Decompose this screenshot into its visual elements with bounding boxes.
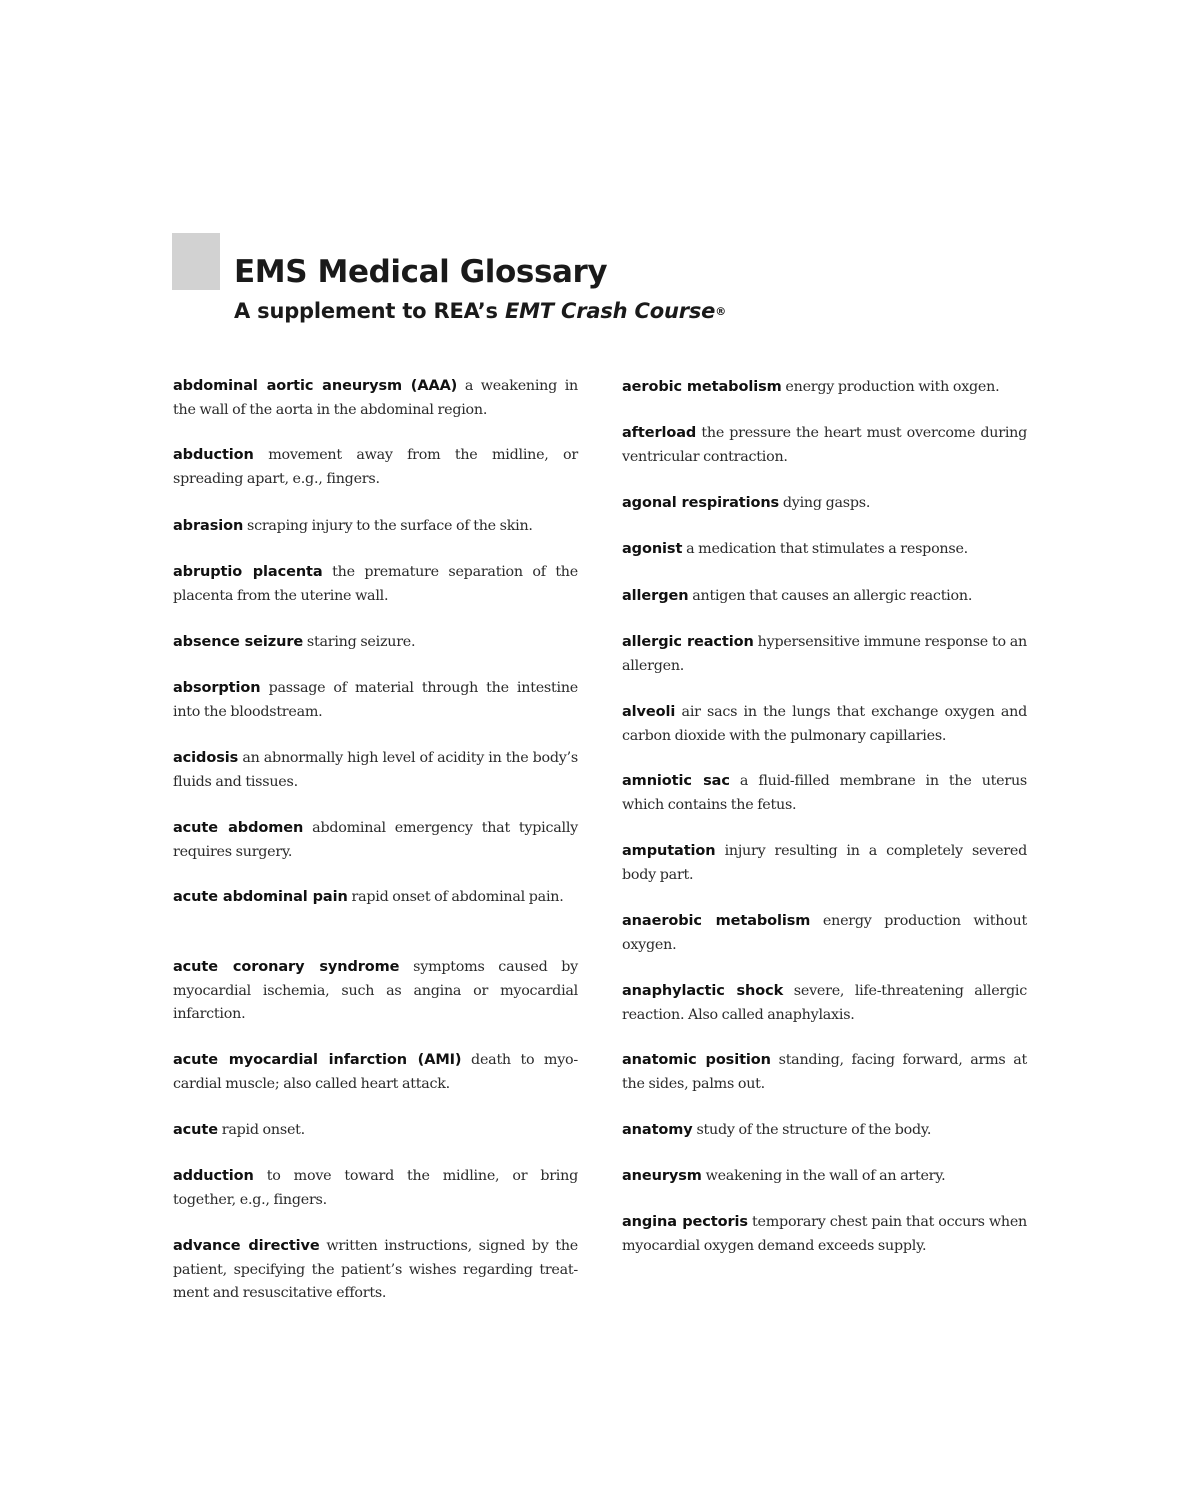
glossary-term: allergic reaction [622,634,754,650]
glossary-term: agonal respirations [622,495,780,511]
glossary-definition: rapid onset. [217,1122,305,1138]
glossary-term: agonist [622,541,683,557]
glossary-definition: a medication that stimulates a response. [682,541,968,557]
glossary-definition: staring seizure. [303,634,416,650]
glossary-definition: a fluid-filled membrane in the uterus which contains the fetus. [622,773,1027,813]
glossary-definition: to move toward the midline, or bring together, e.g., fingers. [173,1168,578,1208]
glossary-entry [173,747,578,794]
glossary-definition: movement away from the midline, or spreading apart, e.g., fingers. [173,447,578,487]
glossary-definition: written instructions, signed by the patient, specifying the patient’s wishes regarding treat-ment and resuscitative efforts. [173,1238,578,1301]
glossary-term: anaerobic metabolism [622,913,811,929]
glossary-entry [173,375,578,422]
glossary-entry [622,631,1027,678]
glossary-entry [622,1119,1027,1143]
glossary-definition: hypersensitive immune response to an allergen. [622,634,1027,674]
header-accent-block [172,233,220,290]
glossary-entry [173,631,578,655]
glossary-entry [622,840,1027,887]
glossary-definition: energy production without oxygen. [622,913,1027,953]
glossary-entry [622,1049,1027,1096]
glossary-term: angina pectoris [622,1214,748,1230]
glossary-definition: a weakening in the wall of the aorta in the abdominal region. [173,378,578,418]
glossary-term: acute coronary syndrome [173,959,400,975]
page-title: EMS Medical Glossary [234,254,608,290]
glossary-entry [622,538,1027,562]
glossary-term: abduction [173,447,254,463]
glossary-entry [173,444,578,491]
glossary-term: acute [173,1122,218,1138]
glossary-term: aneurysm [622,1168,702,1184]
glossary-definition: injury resulting in a completely severed body part. [622,843,1027,883]
glossary-definition: symptoms caused by myocardial ischemia, such as angina or myocardial infarction. [173,959,578,1022]
glossary-term: abrasion [173,518,244,534]
glossary-definition: weakening in the wall of an artery. [701,1168,946,1184]
glossary-entry [622,1165,1027,1189]
glossary-term: anatomy [622,1122,693,1138]
glossary-term: acute myocardial infarction (AMI) [173,1052,462,1068]
glossary-term: allergen [622,588,689,604]
glossary-term: acute abdomen [173,820,304,836]
glossary-term: absorption [173,680,261,696]
glossary-entry [173,1119,578,1143]
glossary-term: afterload [622,425,697,441]
glossary-definition: air sacs in the lungs that exchange oxygen and carbon dioxide with the pulmonary capillaries. [622,704,1027,744]
glossary-definition: study of the structure of the body. [692,1122,932,1138]
glossary-term: absence seizure [173,634,304,650]
glossary-term: anatomic position [622,1052,771,1068]
glossary-definition: rapid onset of abdominal pain. [347,889,564,905]
glossary-entry [173,886,578,910]
glossary-definition: death to myo-cardial muscle; also called heart attack. [173,1052,578,1092]
glossary-term: adduction [173,1168,254,1184]
subtitle-book-title: EMT Crash Course [504,299,716,323]
glossary-term: acidosis [173,750,239,766]
glossary-definition: scraping injury to the surface of the skin. [243,518,533,534]
registered-mark: ® [715,305,727,318]
glossary-entry [622,1211,1027,1258]
glossary-definition: the premature separation of the placenta from the uterine wall. [173,564,578,604]
glossary-definition: severe, life-threatening allergic reaction. Also called anaphylaxis. [622,983,1027,1023]
glossary-entry [173,956,578,1027]
subtitle-prefix: A supplement to REA’s [234,299,505,323]
glossary-entry [622,376,1027,400]
glossary-entry [173,1049,578,1096]
glossary-definition: passage of material through the intestine into the bloodstream. [173,680,578,720]
glossary-entry [622,585,1027,609]
glossary-definition: antigen that causes an allergic reaction. [688,588,973,604]
glossary-term: abruptio placenta [173,564,323,580]
glossary-entry [622,910,1027,957]
glossary-term: acute abdominal pain [173,889,348,905]
glossary-term: aerobic metabolism [622,379,782,395]
page-subtitle [234,297,726,325]
glossary-definition: energy production with oxgen. [781,379,1000,395]
glossary-term: amniotic sac [622,773,730,789]
glossary-definition: temporary chest pain that occurs when myocardial oxygen demand exceeds supply. [622,1214,1027,1254]
glossary-entry [173,677,578,724]
glossary-entry [173,817,578,864]
glossary-term: alveoli [622,704,676,720]
glossary-entry [173,515,578,539]
glossary-term: advance directive [173,1238,320,1254]
glossary-term: amputation [622,843,716,859]
glossary-entry [622,770,1027,817]
glossary-entry [622,980,1027,1027]
glossary-entry [622,422,1027,469]
glossary-term: anaphylactic shock [622,983,784,999]
glossary-entry [622,492,1027,516]
glossary-definition: the pressure the heart must overcome during ventricular contraction. [622,425,1027,465]
glossary-entry [173,1165,578,1212]
glossary-definition: abdominal emergency that typically requires surgery. [173,820,578,860]
glossary-entry [622,701,1027,748]
glossary-definition: an abnormally high level of acidity in the body’s fluids and tissues. [173,750,578,790]
glossary-entry [173,1235,578,1306]
glossary-term: abdominal aortic aneurysm (AAA) [173,378,458,394]
glossary-definition: dying gasps. [779,495,871,511]
glossary-entry [173,561,578,608]
glossary-definition: standing, facing forward, arms at the sides, palms out. [622,1052,1028,1092]
